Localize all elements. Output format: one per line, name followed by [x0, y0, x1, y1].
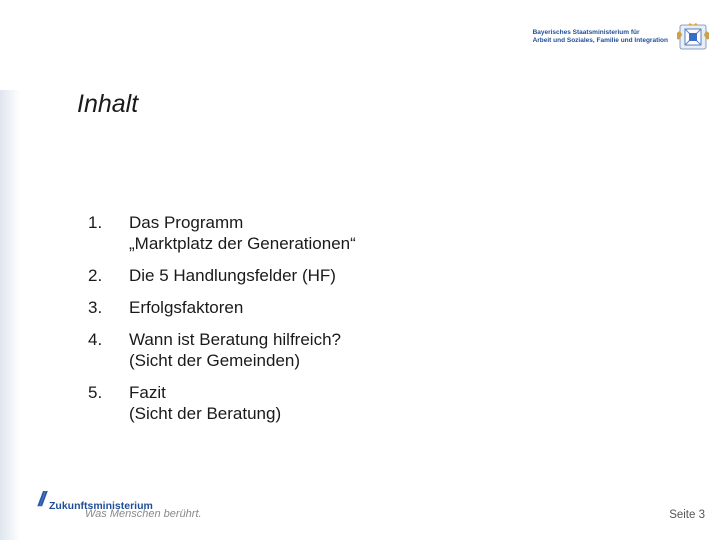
logo-tagline: Was Menschen berührt. [85, 508, 202, 520]
agenda-item-text [129, 297, 243, 318]
agenda-item-text [129, 265, 336, 286]
ministry-header [533, 22, 710, 52]
agenda-item [88, 382, 648, 424]
agenda-item-line: (Sicht der Gemeinden) [129, 351, 301, 370]
page-number: Seite 3 [669, 509, 705, 521]
agenda-item-number: 3. [88, 298, 103, 317]
agenda-item-line: Die 5 Handlungsfelder (HF) [129, 266, 336, 285]
agenda-item-line: Das Programm [129, 213, 244, 232]
logo-slashes: // [38, 489, 44, 511]
agenda-item [88, 212, 648, 254]
ministry-name-line2: Arbeit und Soziales, Familie und Integration [532, 37, 668, 44]
agenda-item-line: Erfolgsfaktoren [129, 298, 244, 317]
ministry-name [533, 29, 668, 45]
agenda-item [88, 297, 648, 318]
agenda-item-line: (Sicht der Beratung) [129, 404, 282, 423]
agenda-item-number: 4. [88, 330, 103, 349]
agenda-item-text [129, 212, 356, 254]
agenda-item [88, 329, 648, 371]
agenda-item [88, 265, 648, 286]
agenda-item-number: 2. [88, 266, 103, 285]
left-edge-gradient [0, 90, 20, 540]
agenda-item-text [129, 329, 341, 371]
agenda-item-text [129, 382, 281, 424]
agenda-item-line: Wann ist Beratung hilfreich? [129, 330, 341, 349]
agenda-item-number: 1. [88, 213, 103, 232]
agenda-item-line: „Marktplatz der Generationen“ [129, 234, 356, 253]
agenda-item-line: Fazit [129, 383, 166, 402]
ministry-name-line1: Bayerisches Staatsministerium für [532, 29, 640, 36]
slide-title: Inhalt [77, 90, 139, 118]
logo-brand: Zukunftsministerium [49, 500, 153, 512]
bavarian-coat-of-arms-icon [676, 23, 710, 51]
agenda-list [88, 212, 648, 424]
agenda-item-number: 5. [88, 383, 103, 402]
